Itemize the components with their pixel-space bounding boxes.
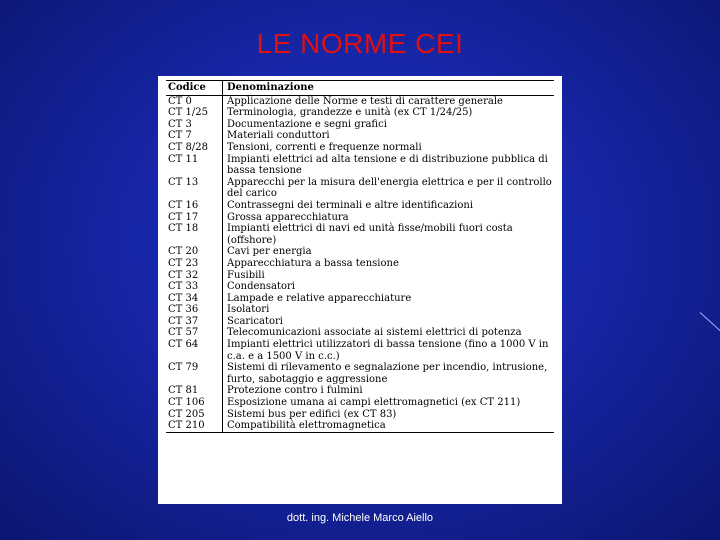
row-description: Impianti elettrici utilizzatori di bassa tensione (fino a 1000 V in c.a. e a 1500 V in c.c.) xyxy=(227,339,549,362)
table-row xyxy=(166,258,554,270)
row-description: Apparecchiatura a bassa tensione xyxy=(227,257,399,269)
row-code: CT 36 xyxy=(166,304,223,316)
row-description: Materiali conduttori xyxy=(227,130,330,142)
row-description: Telecomunicazioni associate ai sistemi elettrici di potenza xyxy=(227,327,522,339)
table-header-row xyxy=(166,81,554,96)
row-description: Cavi per energia xyxy=(227,246,312,258)
row-description: Sistemi bus per edifici (ex CT 83) xyxy=(227,408,397,420)
row-code: CT 205 xyxy=(166,409,223,421)
row-description: Fusibili xyxy=(227,269,265,281)
table-row xyxy=(166,177,554,200)
header-code: Codice xyxy=(166,81,223,96)
table-row xyxy=(166,293,554,305)
table-row xyxy=(166,223,554,246)
table-row xyxy=(166,130,554,142)
slide-footer: dott. ing. Michele Marco Aiello xyxy=(286,512,434,524)
row-description: Condensatori xyxy=(227,281,295,293)
row-description: Terminologia, grandezze e unità (ex CT 1/24/25) xyxy=(227,107,473,119)
row-code: CT 8/28 xyxy=(166,142,223,154)
row-code: CT 106 xyxy=(166,397,223,409)
row-code: CT 79 xyxy=(166,362,223,385)
row-description: Contrassegni dei terminali e altre identificazioni xyxy=(227,199,474,211)
row-code: CT 13 xyxy=(166,177,223,200)
table-row xyxy=(166,200,554,212)
row-code: CT 20 xyxy=(166,246,223,258)
table-row xyxy=(166,212,554,224)
row-code: CT 33 xyxy=(166,281,223,293)
row-description: Esposizione umana ai campi elettromagnetici (ex CT 211) xyxy=(227,397,521,409)
row-code: CT 210 xyxy=(166,420,223,432)
row-description: Scaricatori xyxy=(227,315,283,327)
row-code: CT 18 xyxy=(166,223,223,246)
row-description: Protezione contro i fulmini xyxy=(227,385,363,397)
row-code: CT 1/25 xyxy=(166,107,223,119)
row-description: Impianti elettrici di navi ed unità fisse/mobili fuori costa (offshore) xyxy=(227,223,513,246)
row-code: CT 37 xyxy=(166,316,223,328)
row-code: CT 16 xyxy=(166,200,223,212)
row-code: CT 34 xyxy=(166,293,223,305)
row-code: CT 64 xyxy=(166,339,223,362)
row-description: Sistemi di rilevamento e segnalazione per incendio, intrusione, furto, sabotaggio e aggressione xyxy=(227,362,548,385)
row-code: CT 23 xyxy=(166,258,223,270)
row-description: Applicazione delle Norme e testi di carattere generale xyxy=(227,95,503,107)
table-row xyxy=(166,397,554,409)
row-code: CT 3 xyxy=(166,119,223,131)
header-description: Denominazione xyxy=(223,81,555,96)
table-row xyxy=(166,362,554,385)
table-row xyxy=(166,107,554,119)
row-code: CT 81 xyxy=(166,385,223,397)
table-row xyxy=(166,119,554,131)
row-code: CT 0 xyxy=(166,95,223,107)
row-description: Compatibilità elettromagnetica xyxy=(223,420,555,432)
row-code: CT 17 xyxy=(166,212,223,224)
table-row xyxy=(166,420,554,432)
row-description: Lampade e relative apparecchiature xyxy=(227,292,412,304)
table-row xyxy=(166,327,554,339)
row-code: CT 11 xyxy=(166,154,223,177)
table-row xyxy=(166,142,554,154)
norme-table xyxy=(166,80,554,433)
table-row xyxy=(166,339,554,362)
row-description: Apparecchi per la misura dell'energia elettrica e per il controllo del carico xyxy=(227,176,552,200)
table-row xyxy=(166,270,554,282)
table-row xyxy=(166,154,554,177)
table-row xyxy=(166,246,554,258)
table-row xyxy=(166,409,554,421)
row-description: Grossa apparecchiatura xyxy=(227,211,349,223)
row-code: CT 32 xyxy=(166,270,223,282)
row-description: Impianti elettrici ad alta tensione e di distribuzione pubblica di bassa tensione xyxy=(227,153,548,177)
slide-title: LE NORME CEI xyxy=(256,28,464,59)
table-row xyxy=(166,281,554,293)
row-code: CT 57 xyxy=(166,327,223,339)
norme-table-panel xyxy=(158,76,562,504)
row-code: CT 7 xyxy=(166,130,223,142)
row-description: Documentazione e segni grafici xyxy=(227,118,387,130)
table-row xyxy=(166,304,554,316)
table-row xyxy=(166,316,554,328)
row-description: Isolatori xyxy=(227,304,270,316)
table-row xyxy=(166,385,554,397)
table-row xyxy=(166,95,554,107)
row-description: Tensioni, correnti e frequenze normali xyxy=(227,141,422,153)
decorative-line xyxy=(700,312,720,331)
